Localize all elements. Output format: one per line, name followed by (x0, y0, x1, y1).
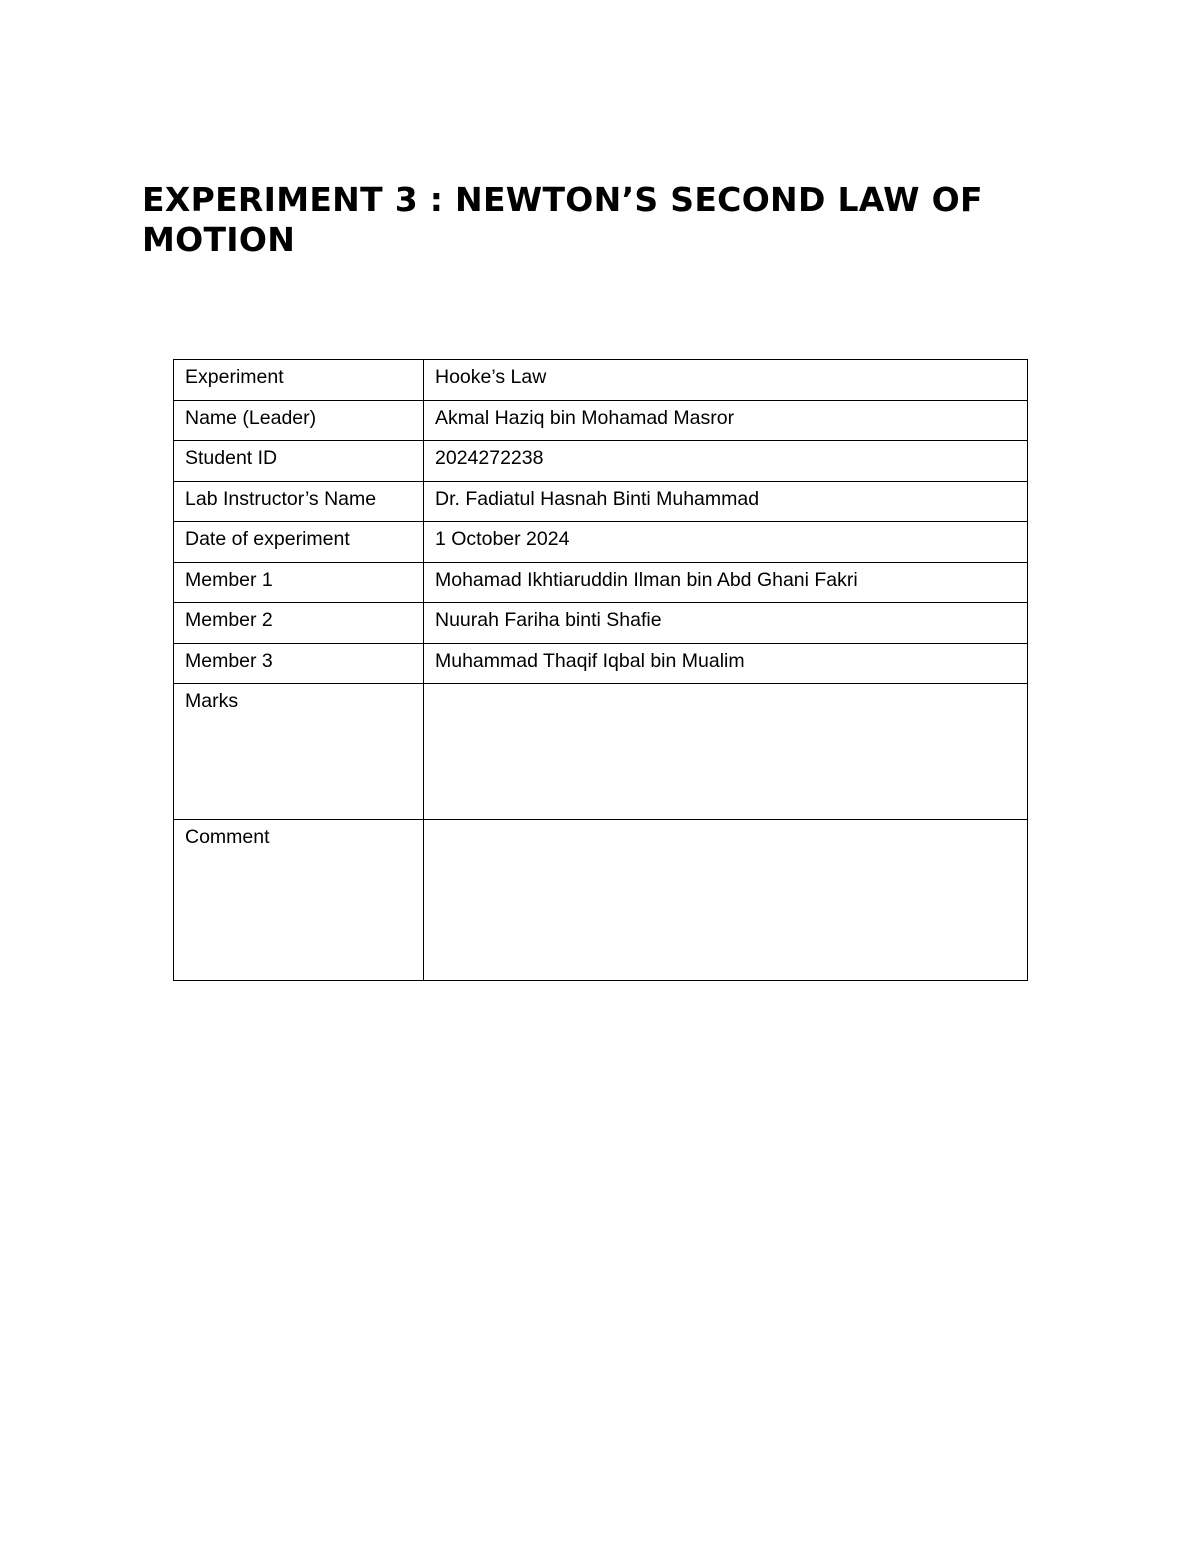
row-label: Student ID (174, 441, 424, 482)
table-row-experiment (174, 360, 1028, 401)
table-row-comment (174, 820, 1028, 981)
row-label: Name (Leader) (174, 400, 424, 441)
row-value: Muhammad Thaqif Iqbal bin Mualim (424, 643, 1028, 684)
table-row-marks (174, 684, 1028, 820)
row-value: Akmal Haziq bin Mohamad Masror (424, 400, 1028, 441)
table-row-date (174, 522, 1028, 563)
table-row-member-1 (174, 562, 1028, 603)
row-value: Dr. Fadiatul Hasnah Binti Muhammad (424, 481, 1028, 522)
comment-value-cell (424, 820, 1028, 981)
table-row-member-2 (174, 603, 1028, 644)
row-value: Hooke’s Law (424, 360, 1028, 401)
row-label: Member 3 (174, 643, 424, 684)
table-row-lab-instructor (174, 481, 1028, 522)
row-label: Date of experiment (174, 522, 424, 563)
row-label: Comment (174, 820, 424, 981)
row-label: Marks (174, 684, 424, 820)
table-row-member-3 (174, 643, 1028, 684)
row-value: Nuurah Fariha binti Shafie (424, 603, 1028, 644)
row-label: Member 1 (174, 562, 424, 603)
experiment-info-table (173, 359, 1028, 981)
marks-value-cell (424, 684, 1028, 820)
table-row-student-id (174, 441, 1028, 482)
document-title: EXPERIMENT 3 : NEWTON’S SECOND LAW OF MOTION (142, 180, 983, 259)
row-label: Experiment (174, 360, 424, 401)
table-row-leader (174, 400, 1028, 441)
row-value: 1 October 2024 (424, 522, 1028, 563)
row-value: 2024272238 (424, 441, 1028, 482)
row-value: Mohamad Ikhtiaruddin Ilman bin Abd Ghani Fakri (424, 562, 1028, 603)
row-label: Member 2 (174, 603, 424, 644)
row-label: Lab Instructor’s Name (174, 481, 424, 522)
